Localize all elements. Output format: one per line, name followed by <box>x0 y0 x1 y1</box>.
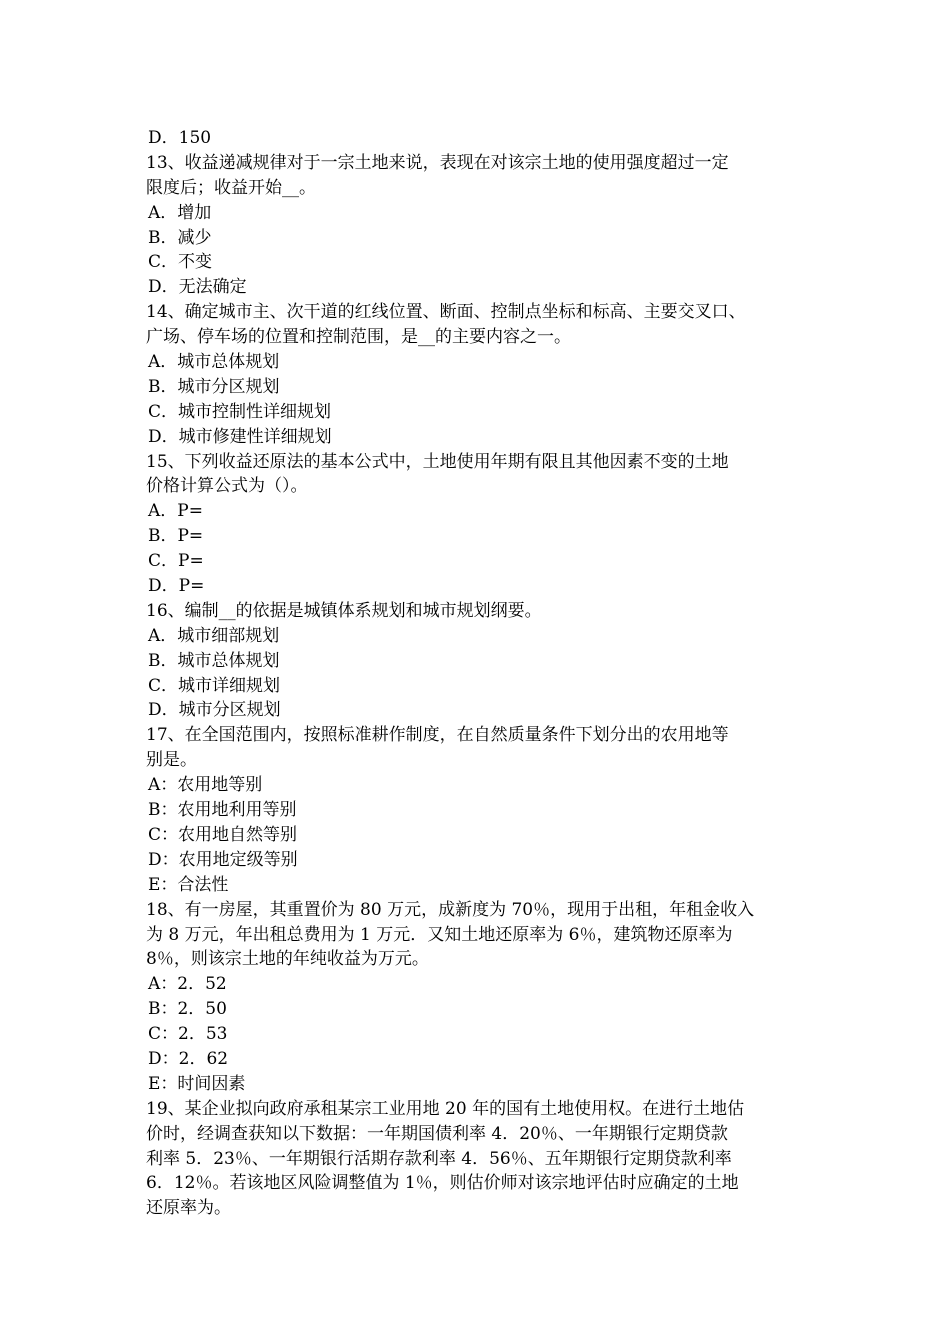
question-text-line: 18、有一房屋，其重置价为 80 万元，成新度为 70％，现用于出租，年租金收入 <box>146 899 755 920</box>
question-text-line: 限度后；收益开始__。 <box>146 177 316 198</box>
answer-option: D．城市分区规划 <box>148 700 281 721</box>
question-text-line: 价时，经调查获知以下数据：一年期国债利率 4．20％、一年期银行定期贷款 <box>146 1123 728 1144</box>
answer-option: B：2．50 <box>148 999 227 1020</box>
question-text-line: 广场、停车场的位置和控制范围，是__的主要内容之一。 <box>146 327 571 348</box>
question-text-line: 别是。 <box>146 750 197 771</box>
answer-option: B．城市分区规划 <box>148 376 280 397</box>
answer-option: D：2．62 <box>148 1048 229 1069</box>
question-text-line: 价格计算公式为（）。 <box>146 476 308 497</box>
answer-option: E：合法性 <box>148 874 229 895</box>
answer-option: D：农用地定级等别 <box>148 849 298 870</box>
answer-option: A．P= <box>148 501 203 522</box>
answer-option: C：2．53 <box>148 1024 228 1045</box>
question-text-line: 还原率为。 <box>146 1198 231 1219</box>
answer-option: D．无法确定 <box>148 277 247 298</box>
answer-option: B．减少 <box>148 227 212 248</box>
question-text-line: 13、收益递减规律对于一宗土地来说，表现在对该宗土地的使用强度超过一定 <box>146 152 729 173</box>
answer-option: D．城市修建性详细规划 <box>148 426 332 447</box>
question-text-line: 17、在全国范围内，按照标准耕作制度，在自然质量条件下划分出的农用地等 <box>146 725 729 746</box>
answer-option: C．不变 <box>148 252 213 273</box>
question-text-line: 6．12％。若该地区风险调整值为 1％，则估价师对该宗地评估时应确定的土地 <box>146 1173 739 1194</box>
answer-option: E：时间因素 <box>148 1073 246 1094</box>
answer-option: B．城市总体规划 <box>148 650 280 671</box>
answer-option: B．P= <box>148 526 204 547</box>
answer-option: C．城市详细规划 <box>148 675 281 696</box>
answer-option: A．增加 <box>148 202 212 223</box>
answer-option: A．城市总体规划 <box>148 352 280 373</box>
question-text-line: 利率 5．23％、一年期银行活期存款利率 4．56％、五年期银行定期贷款利率 <box>146 1148 732 1169</box>
question-text-line: 15、下列收益还原法的基本公式中，土地使用年期有限且其他因素不变的土地 <box>146 451 729 472</box>
answer-option: C：农用地自然等别 <box>148 824 298 845</box>
answer-option: A：2．52 <box>148 974 227 995</box>
answer-option: B：农用地利用等别 <box>148 800 297 821</box>
question-text-line: 19、某企业拟向政府承租某宗工业用地 20 年的国有土地使用权。在进行土地估 <box>146 1098 745 1119</box>
question-text-line: 为 8 万元，年出租总费用为 1 万元．又知土地还原率为 6％，建筑物还原率为 <box>146 924 733 945</box>
answer-option: C．城市控制性详细规划 <box>148 401 332 422</box>
answer-option: D．P= <box>148 576 205 597</box>
document-body <box>146 126 836 1221</box>
answer-option: A．城市细部规划 <box>148 625 280 646</box>
question-text-line: 16、编制__的依据是城镇体系规划和城市规划纲要。 <box>146 600 542 621</box>
answer-option: D．150 <box>148 128 212 148</box>
answer-option: C．P= <box>148 551 204 572</box>
answer-option: A：农用地等别 <box>148 775 263 796</box>
question-text-line: 14、确定城市主、次干道的红线位置、断面、控制点坐标和标高、主要交叉口、 <box>146 302 746 323</box>
question-text-line: 8％，则该宗土地的年纯收益为万元。 <box>146 949 429 970</box>
